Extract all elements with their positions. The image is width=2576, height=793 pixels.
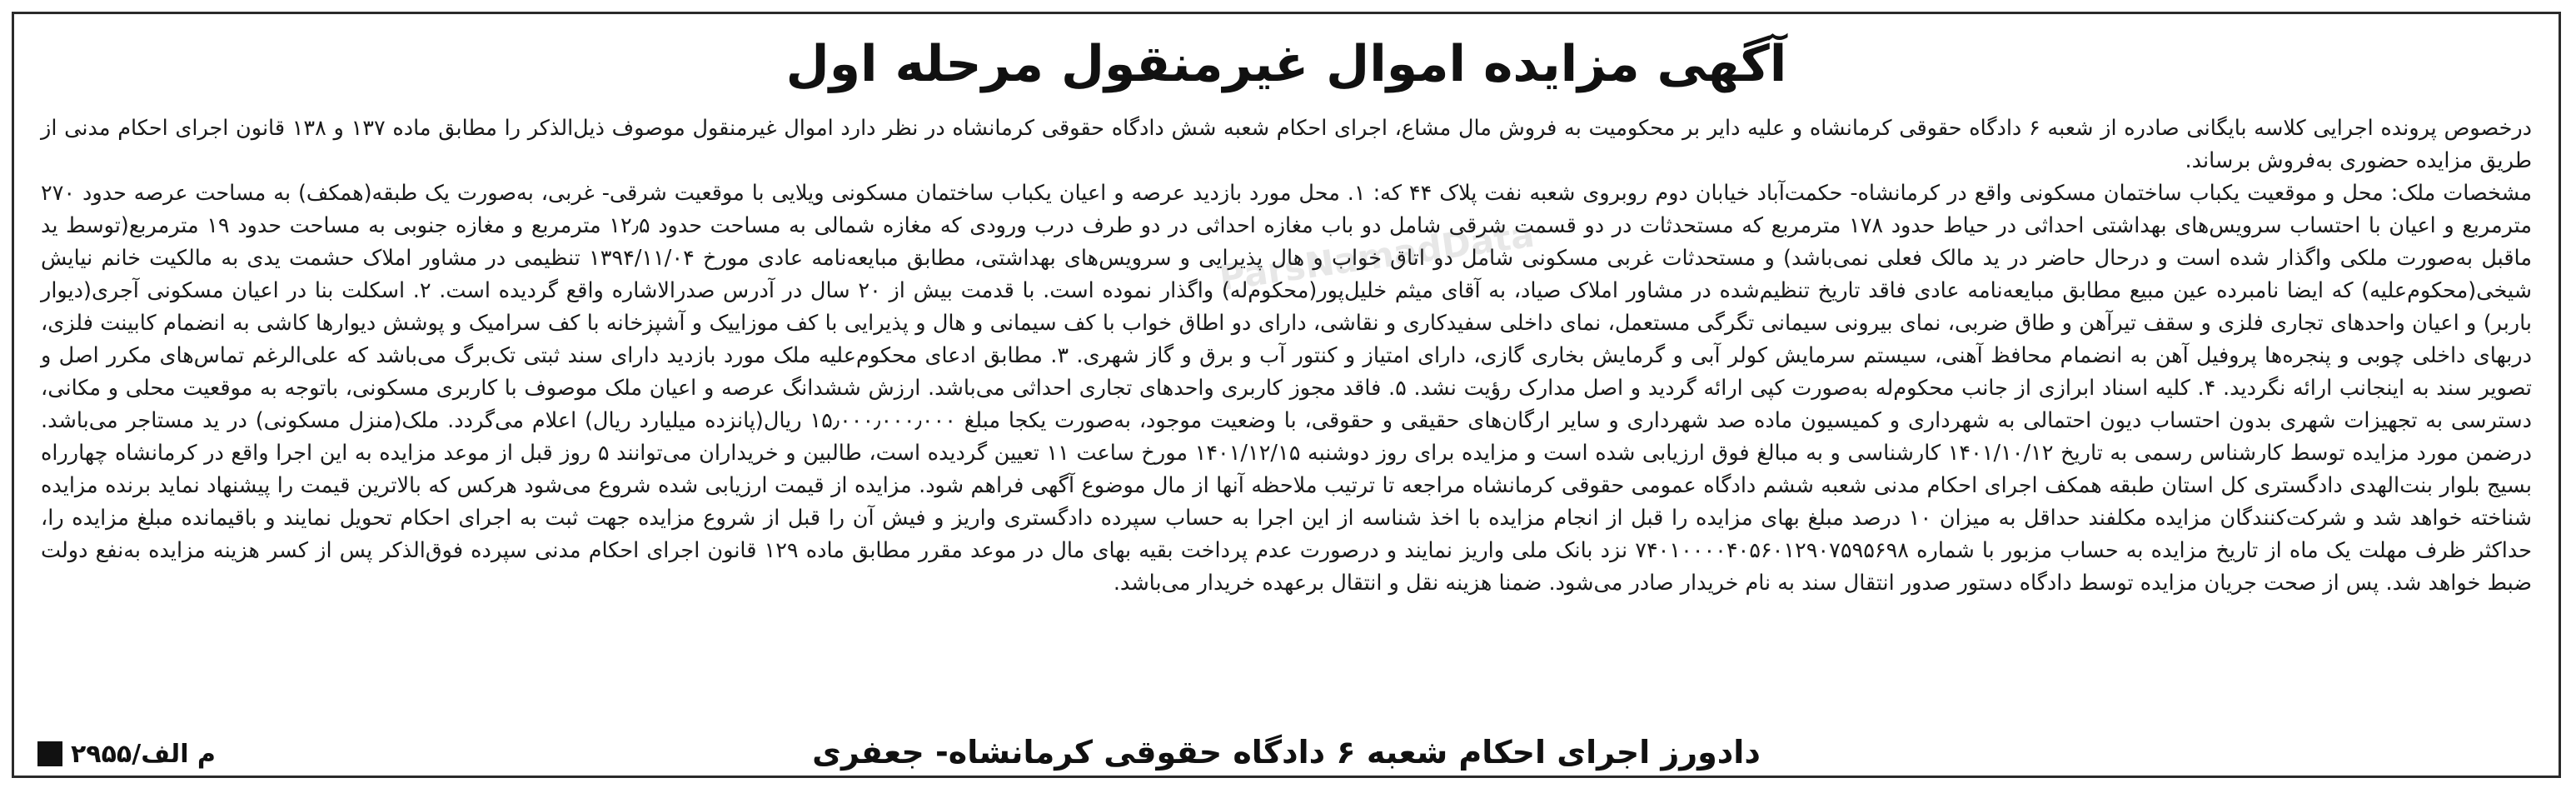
watermark: ParsNamadData (1216, 213, 1537, 299)
signature: دادورز اجرای احکام شعبه ۶ دادگاه حقوقی کرمانشاه- جعفری (812, 734, 1761, 771)
intro-paragraph: درخصوص پرونده اجرایی کلاسه بایگانی صادره از شعبه ۶ دادگاه حقوقی کرمانشاه و علیه دایر بر محکومیت به فروش مال مشاع، اجرای احکام شعبه شش دادگاه حقوقی کرمانشاه در نظر دارد اموال غیرمنقول موصوف ذیل‌الذکر را مطابق ماده ۱۳۷ و ۱۳۸ قانون اجرای احکام مدنی از طریق مزایده حضوری به‌فروش برساند. (41, 116, 2533, 173)
notice-title: آگهی مزایده اموال غیرمنقول مرحله اول (785, 35, 1787, 93)
code-label: م الف/۲۹۵۵ (71, 739, 216, 769)
notice-code (37, 736, 216, 772)
square-marker-icon (37, 741, 62, 766)
notice-frame (12, 12, 2561, 778)
notice-body (41, 112, 2532, 600)
details-paragraph: مشخصات ملک: محل و موقعیت یکباب ساختمان مسکونی واقع در کرمانشاه- حکمت‌آباد خیابان دوم روبروی شعبه نفت پلاک ۴۴ که: ۱. محل مورد بازدید عرصه و اعیان یکباب ساختمان مسکونی ویلایی با موقعیت شرقی- غربی، به‌صورت یک طبقه(همکف) به مساحت عرصه حدود ۲۷۰ مترمربع و اعیان با احتساب سرویس‌های بهداشتی احداثی در حیاط حدود ۱۷۸ مترمربع که مستحدثات در دو قسمت شرقی شامل دو باب مغازه احداثی در دو طرف درب ورودی که مغازه شمالی به مساحت حدود ۱۲٫۵ مترمربع و مغازه جنوبی به مساحت حدود ۱۹ مترمربع(توسط ید ماقبل به‌صورت ملکی واگذار شده است و درحال حاضر در ید مالک فعلی نمی‌باشد) و مستحدثات غربی مسکونی شامل دو اتاق خواب و هال پذیرایی و سرویس‌های بهداشتی، مطابق مبایعه‌نامه عادی مورخ ۱۳۹۴/۱۱/۰۴ تنظیمی در مشاور املاک حشمت یدی به مالکیت خانم نیایش شیخی(محکوم‌علیه) که ایضا نامبرده عین مبیع مطابق مبایعه‌نامه عادی فاقد تاریخ تنظیم‌شده در مشاور املاک صیاد، به آقای میثم خلیل‌پور(محکوم‌له) واگذار نموده است. با قدمت بیش از ۲۰ سال در آدرس صدرالاشاره واقع گردیده است. ۲. اسکلت بنا در اعیان مسکونی آجری(دیوار باربر) و اعیان واحدهای تجاری فلزی و سقف تیرآهن و طاق ضربی، نمای بیرونی سیمانی تگرگی مستعمل، نمای داخلی سفیدکاری و نقاشی، دارای دو اطاق خواب با کف سیمانی و هال و پذیرایی با کف موزاییک و آشپزخانه با کف سرامیک و پوشش دیوارها کاشی به انضمام کابینت فلزی، دربهای داخلی چوبی و پنجره‌ها پروفیل آهن به انضمام محافظ آهنی، سیستم سرمایش کولر آبی و گرمایش بخاری گازی، دارای امتیاز و کنتور آب و برق و گاز شهری. ۳. مطابق ادعای محکوم‌علیه ملک مورد بازدید دارای سند ثبتی تک‌برگ می‌باشد که علی‌الرغم تماس‌های مکرر اصل و تصویر سند به اینجانب ارائه نگردید. ۴. کلیه اسناد ابرازی از جانب محکوم‌له به‌صورت کپی ارائه گردید و اصل مدارک رؤیت نشد. ۵. فاقد مجوز کاربری واحدهای تجاری احداثی می‌باشد. ارزش ششدانگ عرصه و اعیان ملک موصوف با کاربری مسکونی، باتوجه به موقعیت محلی و مکانی، دسترسی به تجهیزات شهری بدون احتساب دیون احتمالی به شهرداری و کمیسیون ماده صد شهرداری و سایر ارگان‌های حقیقی و حقوقی، با وضعیت موجود، به‌صورت یکجا مبلغ ۱۵٫۰۰۰٫۰۰۰٫۰۰۰ ریال(پانزده میلیارد ریال) اعلام می‌گردد. ملک(منزل مسکونی) در ید مستاجر می‌باشد. درضمن مورد مزایده توسط کارشناس رسمی به تاریخ ۱۴۰۱/۱۰/۱۲ کارشناسی و به مبالغ فوق ارزیابی شده است و مزایده برای روز دوشنبه ۱۴۰۱/۱۲/۱۵ مورخ ساعت ۱۱ تعیین گردیده است، طالبین و خریداران می‌توانند ۵ روز قبل از موعد مزایده به این اجرا واقع در کرمانشاه چهارراه بسیج بلوار بنت‌الهدی دادگستری کل استان طبقه همکف اجرای احکام مدنی شعبه ششم دادگاه عمومی حقوقی کرمانشاه مراجعه تا ترتیب ملاحظه آنها از مال موضوع آگهی فراهم شود. مزایده از قیمت ارزیابی شده شروع می‌شود هرکس که بالاترین قیمت را پیشنهاد نماید برنده مزایده شناخته خواهد شد و شرکت‌کنندگان مزایده مکلفند حداقل به میزان ۱۰ درصد مبلغ بهای مزایده را قبل از انجام مزایده با اخذ شناسه از این اجرا به حساب سپرده دادگستری واریز و فیش آن را قبل از شروع مزایده جهت ثبت به اجرای احکام تحویل نمایند و باقیمانده مبلغ مزایده را، حداکثر ظرف مهلت یک ماه از تاریخ مزایده به حساب مزبور با شماره ۷۴۰۱۰۰۰۰۴۰۵۶۰۱۲۹۰۷۵۹۵۶۹۸ نزد بانک ملی واریز نمایند و درصورت عدم پرداخت بقیه بهای مال در موعد مقرر مطابق ماده ۱۲۹ قانون اجرای احکام مدنی سپرده فوق‌الذکر پس از کسر هزینه مزایده به‌نفع دولت ضبط خواهد شد. پس از صحت جریان مزایده توسط دادگاه دستور صدور انتقال سند به نام خریدار صادر می‌شود. ضمنا هزینه نقل و انتقال برعهده خریدار می‌باشد. (41, 181, 2533, 596)
